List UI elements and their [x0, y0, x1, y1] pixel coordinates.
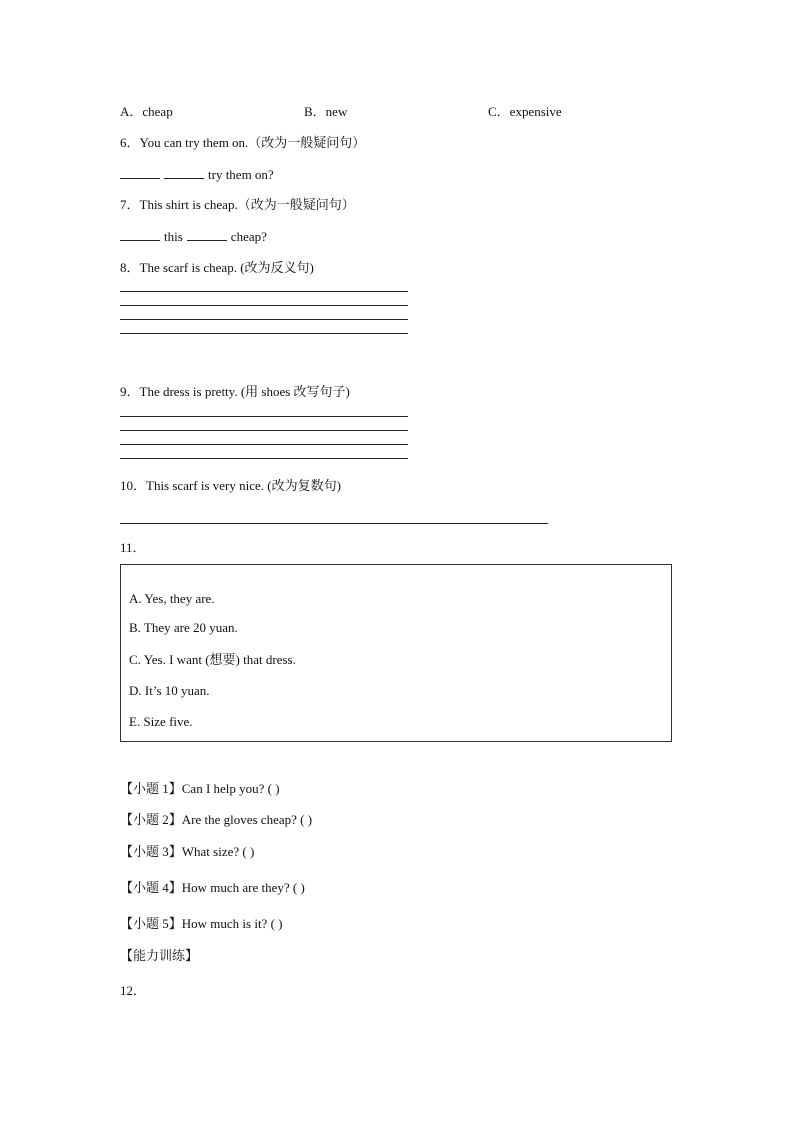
answer-blank[interactable] [187, 228, 227, 241]
answer-line[interactable] [120, 333, 408, 334]
subquestion-3[interactable]: 【小题 3】What size? ( ) [120, 844, 255, 859]
answer-line[interactable] [120, 430, 408, 431]
question-7-prompt: 7．This shirt is cheap.（改为一般疑问句） [120, 197, 355, 212]
answer-line[interactable] [120, 305, 408, 306]
answer-line[interactable] [120, 458, 408, 459]
answer-line[interactable] [120, 319, 408, 320]
question-9-prompt: 9．The dress is pretty. (用 shoes 改写句子) [120, 384, 350, 399]
option-item: E. Size five. [129, 714, 193, 729]
question-11-number: 11． [120, 540, 146, 555]
subquestion-2[interactable]: 【小题 2】Are the gloves cheap? ( ) [120, 812, 313, 827]
subquestion-1[interactable]: 【小题 1】Can I help you? ( ) [120, 781, 280, 796]
option-b: B．new [304, 104, 348, 119]
answer-line[interactable] [120, 416, 408, 417]
question-7-answer-line [120, 228, 267, 245]
subquestion-4[interactable]: 【小题 4】How much are they? ( ) [120, 880, 305, 895]
question-6-answer-line [120, 166, 274, 183]
answer-mid: this [164, 229, 183, 244]
option-a: A．cheap [120, 104, 173, 119]
option-item: A. Yes, they are. [129, 591, 215, 606]
options-box [120, 564, 672, 742]
option-item: C. Yes. I want (想要) that dress. [129, 652, 296, 667]
answer-line[interactable] [120, 523, 548, 524]
answer-tail: try them on? [208, 167, 274, 182]
answer-tail: cheap? [230, 229, 267, 244]
subquestion-5[interactable]: 【小题 5】How much is it? ( ) [120, 916, 283, 931]
answer-line[interactable] [120, 444, 408, 445]
section-heading: 【能力训练】 [120, 948, 199, 963]
answer-blank[interactable] [120, 166, 160, 179]
option-item: B. They are 20 yuan. [129, 620, 238, 635]
question-8-prompt: 8．The scarf is cheap. (改为反义句) [120, 260, 314, 275]
question-10-prompt: 10．This scarf is very nice. (改为复数句) [120, 478, 341, 493]
question-6-prompt: 6．You can try them on.（改为一般疑问句） [120, 135, 366, 150]
question-12-number: 12． [120, 983, 147, 998]
option-item: D. It’s 10 yuan. [129, 683, 210, 698]
answer-blank[interactable] [164, 166, 204, 179]
answer-line[interactable] [120, 291, 408, 292]
option-c: C．expensive [488, 104, 562, 119]
answer-blank[interactable] [120, 228, 160, 241]
